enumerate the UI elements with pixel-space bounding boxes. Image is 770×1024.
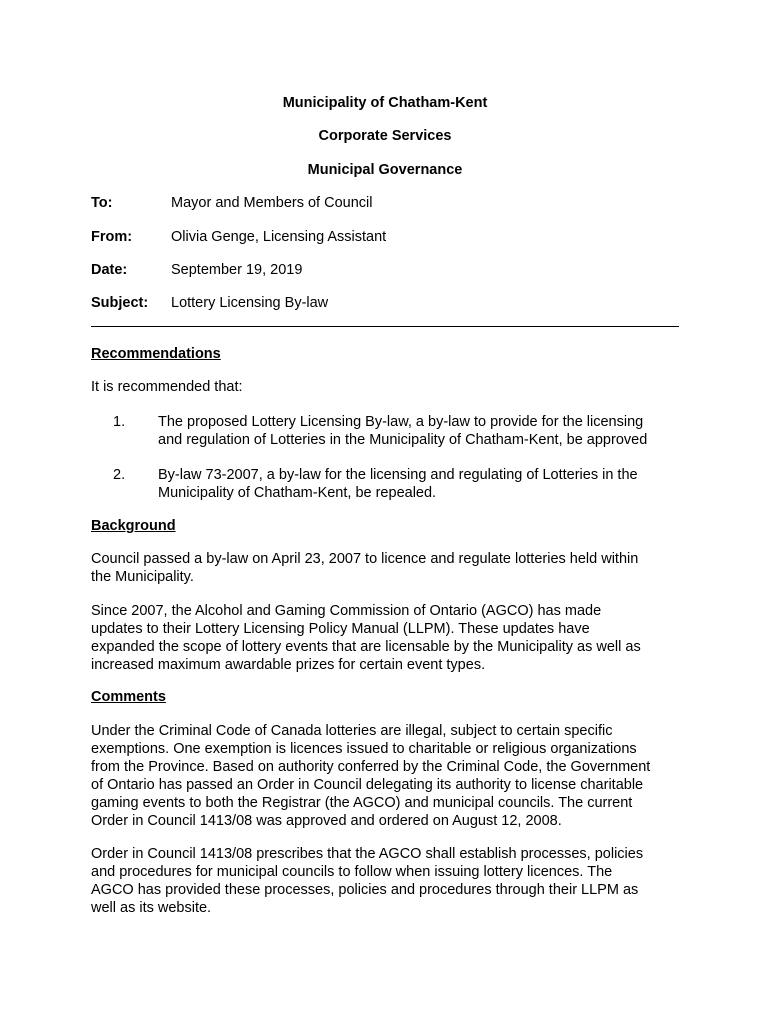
memo-to-label: To:	[91, 195, 113, 211]
paragraph-line: of Ontario has passed an Order in Council delegating its authority to license charitable	[91, 777, 644, 793]
paragraph-line: expanded the scope of lottery events that are licensable by the Municipality as well as	[91, 639, 641, 655]
recommendation-item-2	[158, 466, 688, 502]
paragraph-line: Order in Council 1413/08 prescribes that the AGCO shall establish processes, policies	[91, 846, 644, 862]
division-title: Municipal Governance	[307, 162, 463, 178]
comments-heading: Comments	[91, 689, 166, 705]
paragraph-line: Council passed a by-law on April 23, 2007 to licence and regulate lotteries held within	[91, 551, 639, 567]
recommendation-2-line: Municipality of Chatham-Kent, be repealed.	[158, 485, 437, 501]
memo-date-value: September 19, 2019	[171, 262, 303, 278]
memo-from-value: Olivia Genge, Licensing Assistant	[171, 229, 387, 245]
paragraph-line: gaming events to both the Registrar (the AGCO) and municipal councils. The current	[91, 795, 633, 811]
memo-to-value: Mayor and Members of Council	[171, 195, 373, 211]
memo-subject-value: Lottery Licensing By-law	[171, 295, 329, 311]
paragraph-line: the Municipality.	[91, 569, 194, 585]
paragraph-line: exemptions. One exemption is licences issued to charitable or religious organizations	[91, 741, 637, 757]
paragraph-line: Order in Council 1413/08 was approved and ordered on August 12, 2008.	[91, 813, 562, 829]
recommendation-number-2: 2.	[113, 467, 126, 483]
paragraph-line: updates to their Lottery Licensing Policy Manual (LLPM). These updates have	[91, 621, 590, 637]
background-paragraph-1	[91, 550, 681, 586]
paragraph-line: increased maximum awardable prizes for certain event types.	[91, 657, 486, 673]
paragraph-line: and procedures for municipal councils to follow when issuing lottery licences. The	[91, 864, 613, 880]
paragraph-line: Since 2007, the Alcohol and Gaming Commission of Ontario (AGCO) has made	[91, 603, 602, 619]
recommendations-intro: It is recommended that:	[91, 379, 243, 395]
recommendations-heading: Recommendations	[91, 346, 221, 362]
recommendation-item-1	[158, 413, 688, 449]
comments-paragraph-1	[91, 722, 681, 830]
recommendation-2-line: By-law 73-2007, a by-law for the licensing and regulating of Lotteries in the	[158, 467, 638, 483]
header-divider	[91, 326, 679, 327]
paragraph-line: AGCO has provided these processes, policies and procedures through their LLPM as	[91, 882, 639, 898]
memo-from-label: From:	[91, 229, 133, 245]
department-title: Corporate Services	[318, 128, 452, 144]
paragraph-line: from the Province. Based on authority conferred by the Criminal Code, the Government	[91, 759, 651, 775]
background-heading: Background	[91, 518, 176, 534]
paragraph-line: Under the Criminal Code of Canada lotteries are illegal, subject to certain specific	[91, 723, 613, 739]
memo-date-label: Date:	[91, 262, 128, 278]
paragraph-line: well as its website.	[91, 900, 212, 916]
recommendation-1-line: The proposed Lottery Licensing By-law, a by-law to provide for the licensing	[158, 414, 644, 430]
recommendation-1-line: and regulation of Lotteries in the Municipality of Chatham-Kent, be approved	[158, 432, 648, 448]
memo-subject-label: Subject:	[91, 295, 149, 311]
background-paragraph-2	[91, 602, 681, 674]
comments-paragraph-2	[91, 845, 681, 917]
recommendation-number-1: 1.	[113, 414, 126, 430]
org-title: Municipality of Chatham-Kent	[282, 95, 488, 111]
